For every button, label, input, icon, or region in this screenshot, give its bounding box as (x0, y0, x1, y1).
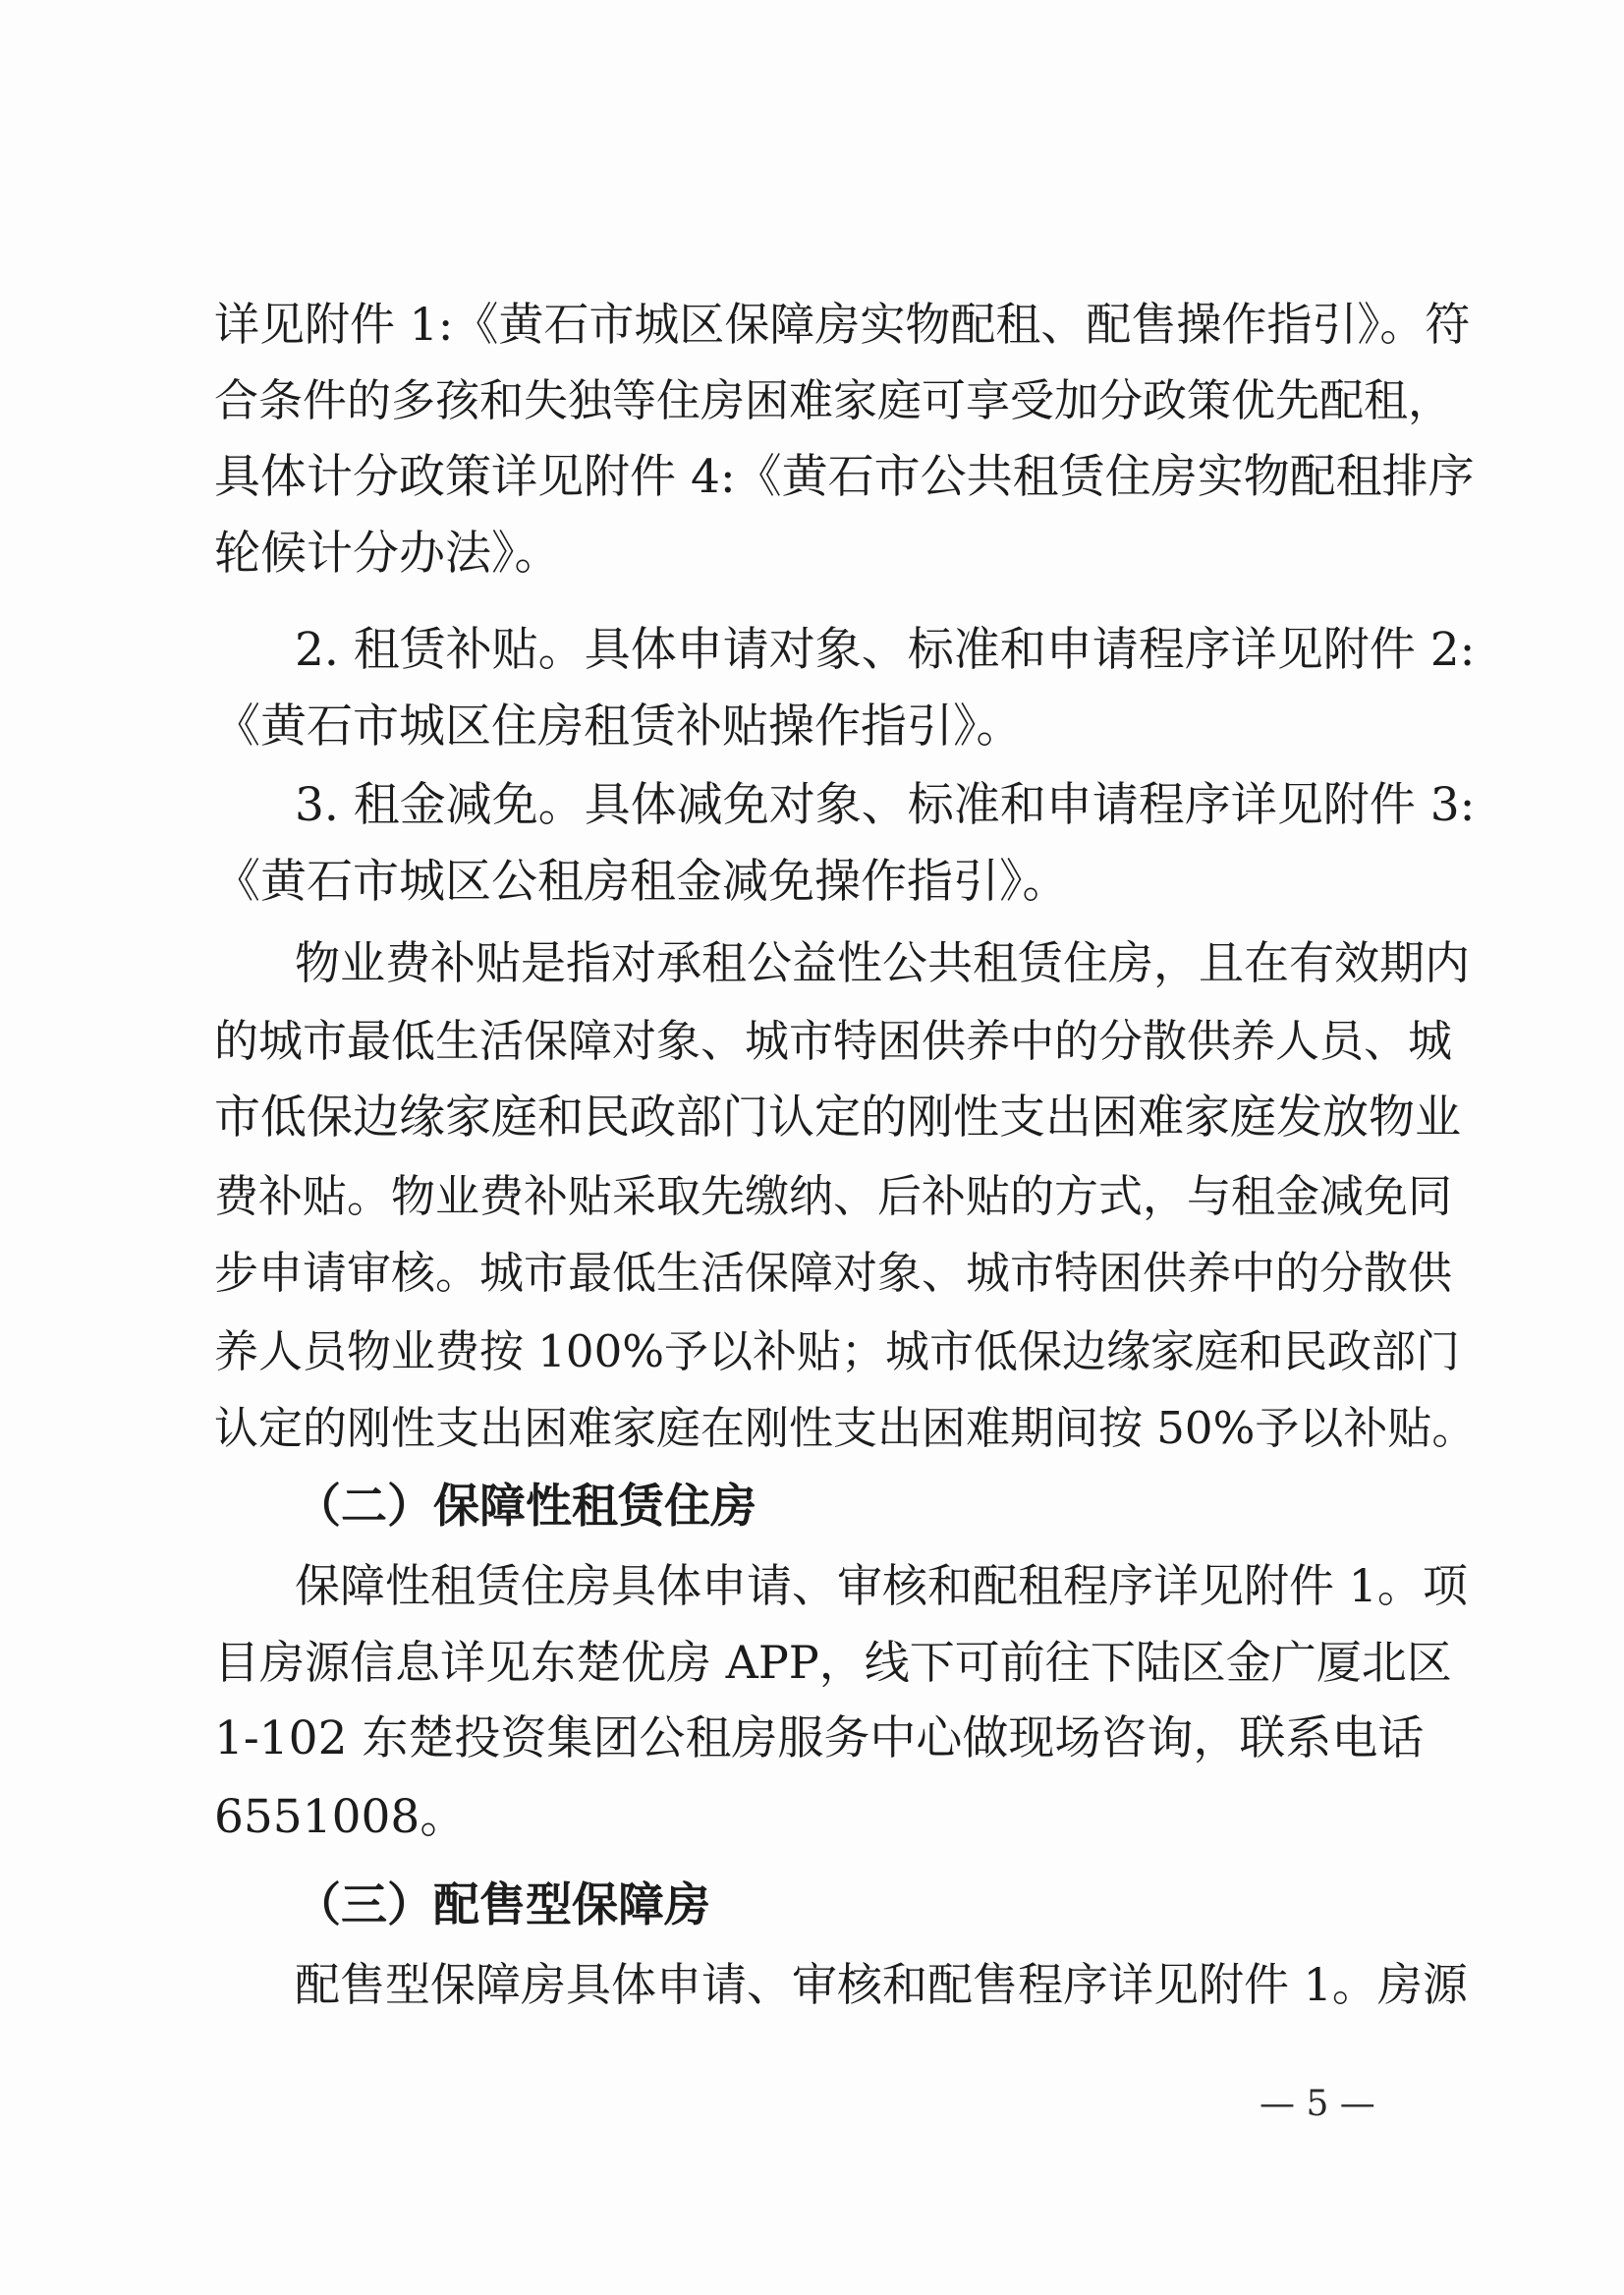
body-text-line: 的城市最低生活保障对象、城市特困供养中的分散供养人员、城 (214, 1015, 1453, 1067)
body-text-line: 养人员物业费按 100%予以补贴；城市低保边缘家庭和民政部门 (214, 1325, 1460, 1377)
section-heading-2: （二）保障性租赁住房 (295, 1480, 756, 1534)
body-text-line: 目房源信息详见东楚优房 APP，线下可前往下陆区金广厦北区 (214, 1636, 1452, 1689)
list-item-rental-subsidy: 2. 租赁补贴。具体申请对象、标准和申请程序详见附件 2: (295, 623, 1476, 677)
body-text-line: 《黄石市城区公租房租金减免操作指引》。 (214, 855, 1069, 909)
paragraph-property-fee-subsidy: 物业费补贴是指对承租公益性公共租赁住房，且在有效期内 (295, 936, 1470, 989)
body-text-line: 费补贴。物业费补贴采取先缴纳、后补贴的方式，与租金减免同 (214, 1170, 1453, 1222)
body-text-line: 认定的刚性支出困难家庭在刚性支出困难期间按 50%予以补贴。 (214, 1402, 1477, 1454)
body-text-line: 《黄石市城区住房租赁补贴操作指引》。 (214, 700, 1023, 754)
paragraph-affordable-rental: 保障性租赁住房具体申请、审核和配租程序详见附件 1。项 (295, 1559, 1468, 1612)
body-text-line: 轮候计分办法》。 (214, 527, 561, 581)
body-text-line: 步申请审核。城市最低生活保障对象、城市特困供养中的分散供 (214, 1247, 1453, 1299)
list-item-rent-reduction: 3. 租金减免。具体减免对象、标准和申请程序详见附件 3: (295, 778, 1476, 832)
body-text-line: 6551008。 (214, 1790, 467, 1844)
paragraph-sale-housing: 配售型保障房具体申请、审核和配售程序详见附件 1。房源 (295, 1958, 1468, 2011)
body-text-line: 1-102 东楚投资集团公租房服务中心做现场咨询，联系电话 (214, 1711, 1425, 1765)
section-heading-3: （三）配售型保障房 (295, 1878, 710, 1932)
page-number: — 5 — (1260, 2084, 1375, 2124)
body-text-line: 合条件的多孩和失独等住房困难家庭可享受加分政策优先配租， (214, 374, 1453, 426)
body-text-line: 市低保边缘家庭和民政部门认定的刚性支出困难家庭发放物业 (214, 1091, 1461, 1145)
body-text-line: 具体计分政策详见附件 4:《黄石市公共租赁住房实物配租排序 (214, 450, 1475, 504)
body-text-line: 详见附件 1:《黄石市城区保障房实物配租、配售操作指引》。符 (214, 298, 1471, 351)
